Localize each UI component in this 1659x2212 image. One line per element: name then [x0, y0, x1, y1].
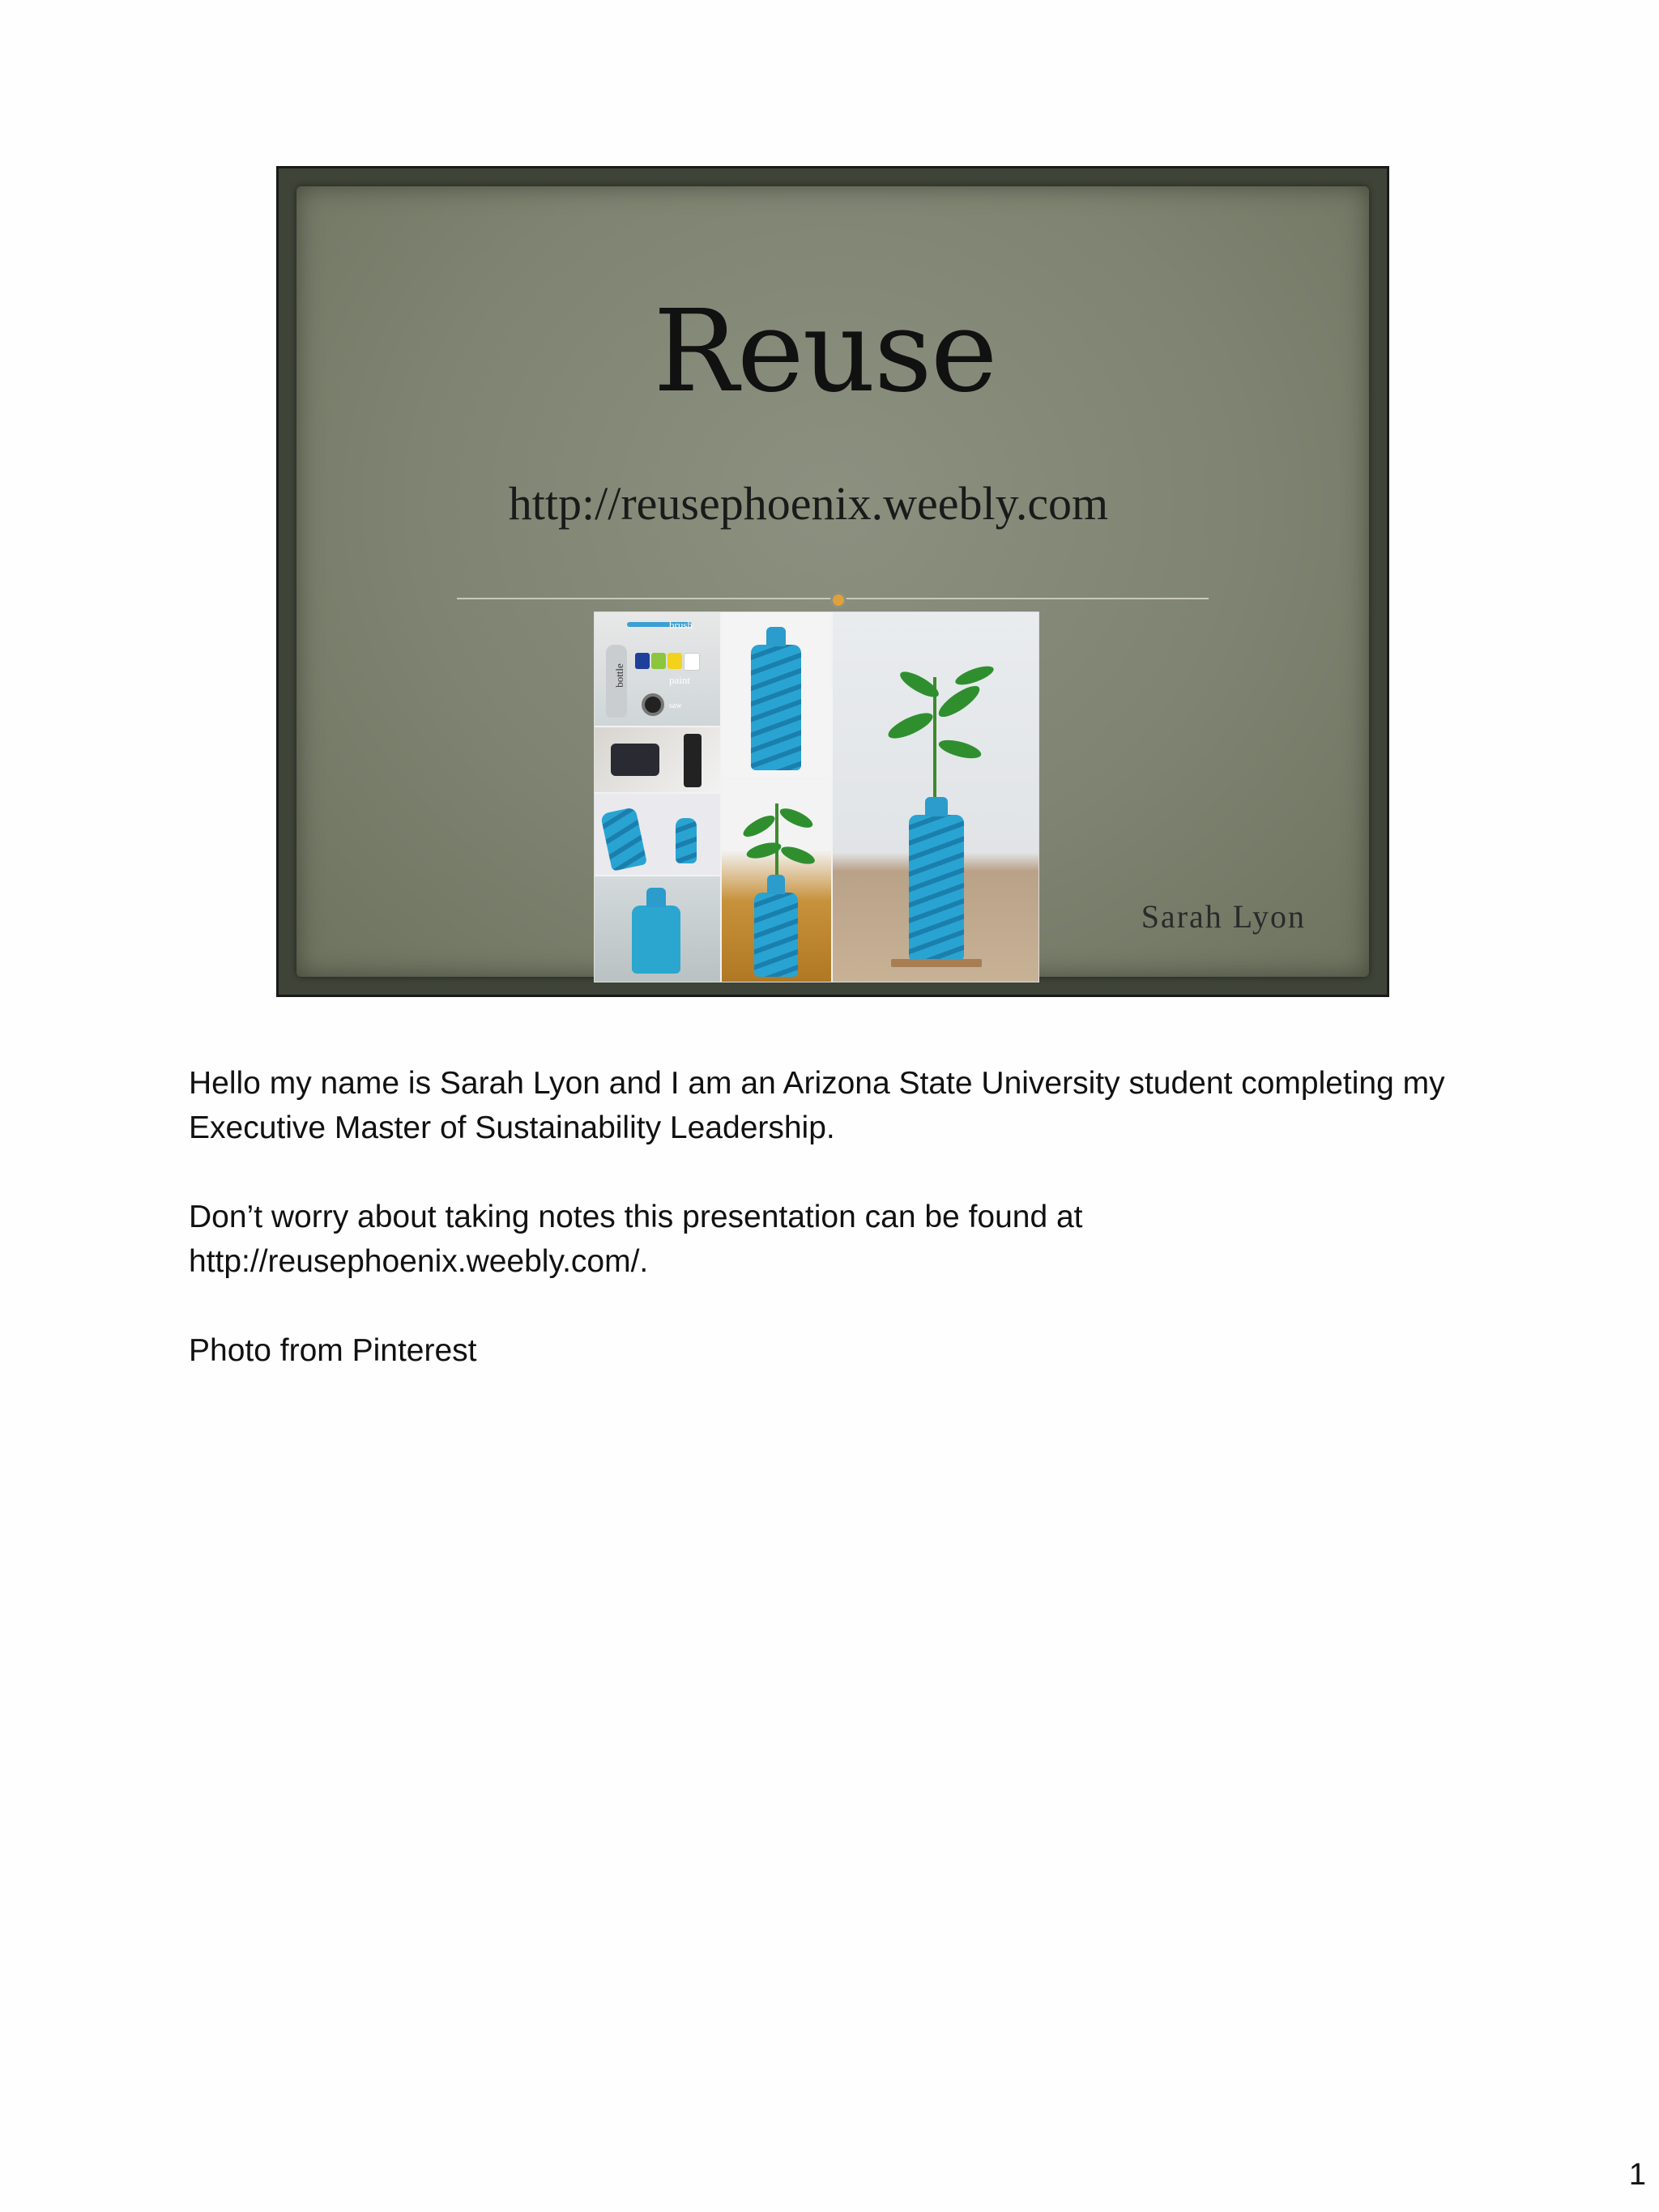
- leaf: [740, 812, 778, 841]
- tall-vase-bottle: [909, 815, 964, 961]
- notes-paragraph: Hello my name is Sarah Lyon and I am an Arizona State University student completing my Executive Master of Sustainability Leadership.: [189, 1066, 1445, 1145]
- collage-taping-photo: [595, 727, 720, 792]
- paint-pot-white: [684, 653, 700, 671]
- striped-bottle: [751, 645, 801, 770]
- leaf: [953, 663, 996, 688]
- leaf: [778, 804, 816, 831]
- slide-thumbnail: [276, 166, 1389, 997]
- label-paint: paint: [669, 674, 690, 686]
- collage-striped-bottle-photo: [722, 612, 831, 778]
- coaster: [891, 959, 982, 967]
- leaf: [935, 681, 984, 722]
- solid-blue-bottle: [632, 906, 680, 974]
- spray-can: [684, 734, 702, 787]
- taped-bottle: [611, 744, 659, 776]
- vase-bottle: [754, 893, 798, 977]
- speaker-notes: [189, 1061, 1485, 1417]
- leaf: [885, 708, 936, 743]
- slide-title: Reuse: [653, 286, 996, 418]
- collage-main-vase-photo: [833, 612, 1038, 982]
- label-saw: saw: [669, 701, 682, 710]
- collage-painted-bottles-photo: [595, 794, 720, 875]
- leaf: [779, 843, 817, 867]
- label-bottle: bottle: [612, 663, 625, 688]
- label-brush: brush: [669, 619, 693, 631]
- paint-pot-yellow: [667, 653, 682, 669]
- notes-paragraph: Photo from Pinterest: [189, 1333, 477, 1368]
- paint-pot-blue: [635, 653, 650, 669]
- collage-plant-on-wood-photo: [722, 779, 831, 982]
- page-number: 1: [1628, 2158, 1646, 2192]
- paint-pot-green: [651, 653, 666, 669]
- painted-bottle-2: [676, 818, 697, 863]
- painted-bottle-1: [600, 807, 647, 872]
- tape-roll: [642, 693, 664, 716]
- slide-author: Sarah Lyon: [1141, 898, 1306, 935]
- photo-collage: [594, 612, 1039, 982]
- notes-paragraph: Don’t worry about taking notes this presentation can be found at http://reusephoenix.weebly.com/.: [189, 1200, 1083, 1279]
- leaf: [937, 736, 983, 761]
- collage-blue-bottle-photo: [595, 876, 720, 982]
- divider-dot: [830, 592, 847, 608]
- slide-url: http://reusephoenix.weebly.com: [508, 477, 1109, 530]
- collage-supplies-photo: [595, 612, 720, 726]
